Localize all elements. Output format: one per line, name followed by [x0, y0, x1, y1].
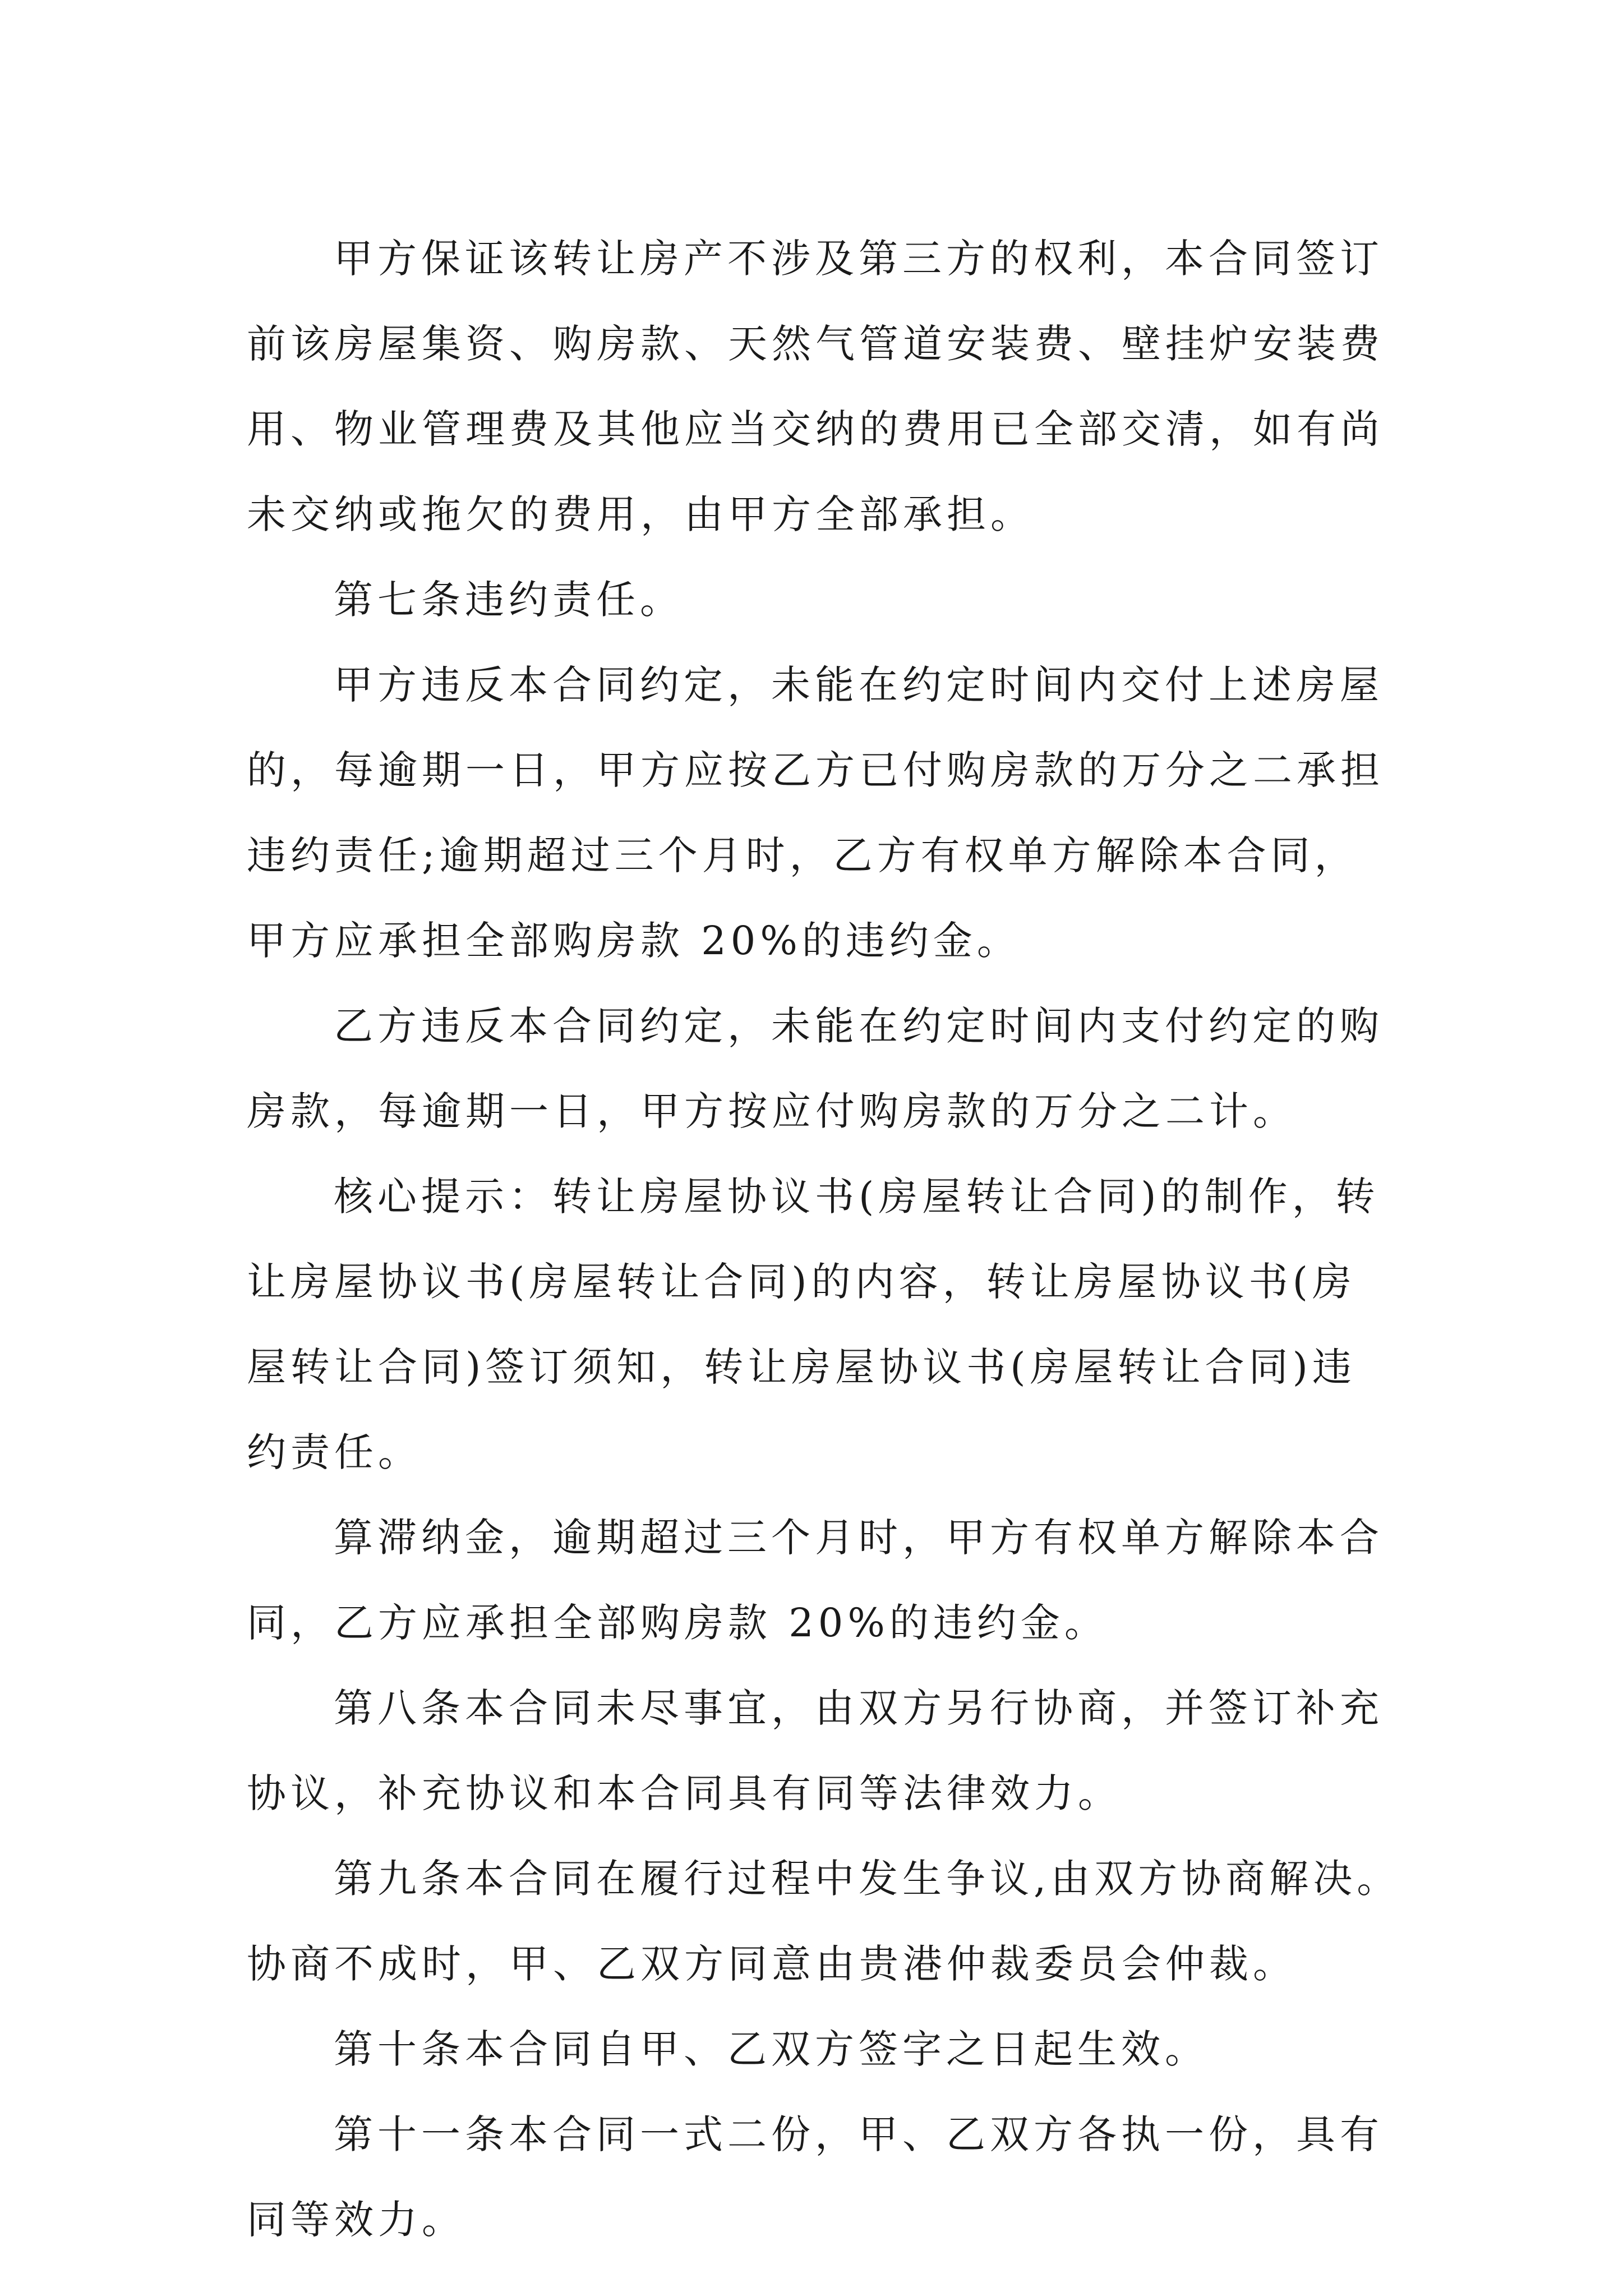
paragraph — [247, 1665, 1391, 1836]
text-line: 甲方违反本合同约定，未能在约定时间内交付上述房屋 — [334, 662, 1384, 708]
paragraph — [247, 1836, 1401, 2007]
text-line: 乙方违反本合同约定，未能在约定时间内支付约定的购 — [334, 1003, 1384, 1049]
text-line: 前该房屋集资、购房款、天然气管道安装费、壁挂炉安装费 — [247, 321, 1384, 367]
document-body — [247, 216, 1401, 2262]
text-line: 房款，每逾期一日，甲方按应付购房款的万分之二计。 — [247, 1088, 1297, 1134]
text-line: 甲方保证该转让房产不涉及第三方的权利，本合同签订 — [334, 236, 1384, 282]
text-line: 的，每逾期一日，甲方应按乙方已付购房款的万分之二承担 — [247, 747, 1384, 793]
paragraph — [247, 1495, 1391, 1665]
text-line: 核心提示：转让房屋协议书(房屋转让合同)的制作，转 — [334, 1174, 1380, 1220]
text-line: 协议，补充协议和本合同具有同等法律效力。 — [247, 1770, 1122, 1816]
text-line: 协商不成时，甲、乙双方同意由贵港仲裁委员会仲裁。 — [247, 1941, 1297, 1987]
paragraph — [247, 2092, 1391, 2262]
text-line: 同，乙方应承担全部购房款 20%的违约金。 — [247, 1600, 1108, 1646]
paragraph — [247, 2007, 1391, 2092]
text-line: 甲方应承担全部购房款 20%的违约金。 — [247, 918, 1021, 964]
text-line: 用、物业管理费及其他应当交纳的费用已全部交清，如有尚 — [247, 406, 1384, 452]
paragraph — [247, 216, 1391, 557]
text-line: 第十条本合同自甲、乙双方签字之日起生效。 — [334, 2026, 1209, 2072]
text-line: 第八条本合同未尽事宜，由双方另行协商，并签订补充 — [334, 1685, 1384, 1731]
paragraph — [247, 557, 1391, 642]
text-line: 第七条违约责任。 — [334, 577, 684, 623]
text-line: 算滞纳金，逾期超过三个月时，甲方有权单方解除本合 — [334, 1515, 1384, 1561]
paragraph — [247, 642, 1391, 983]
text-line: 屋转让合同)签订须知，转让房屋协议书(房屋转让合同)违 — [247, 1344, 1356, 1390]
text-line: 违约责任;逾期超过三个月时，乙方有权单方解除本合同， — [247, 832, 1358, 878]
paragraph — [247, 983, 1391, 1154]
text-line: 第十一条本合同一式二份，甲、乙双方各执一份，具有 — [334, 2111, 1384, 2157]
text-line: 同等效力。 — [247, 2197, 465, 2243]
text-line: 约责任。 — [247, 1429, 422, 1475]
text-line: 第九条本合同在履行过程中发生争议,由双方协商解决。 — [334, 1856, 1401, 1902]
text-line: 未交纳或拖欠的费用，由甲方全部承担。 — [247, 491, 1034, 537]
text-line: 让房屋协议书(房屋转让合同)的内容，转让房屋协议书(房 — [247, 1259, 1356, 1305]
paragraph — [247, 1154, 1391, 1495]
